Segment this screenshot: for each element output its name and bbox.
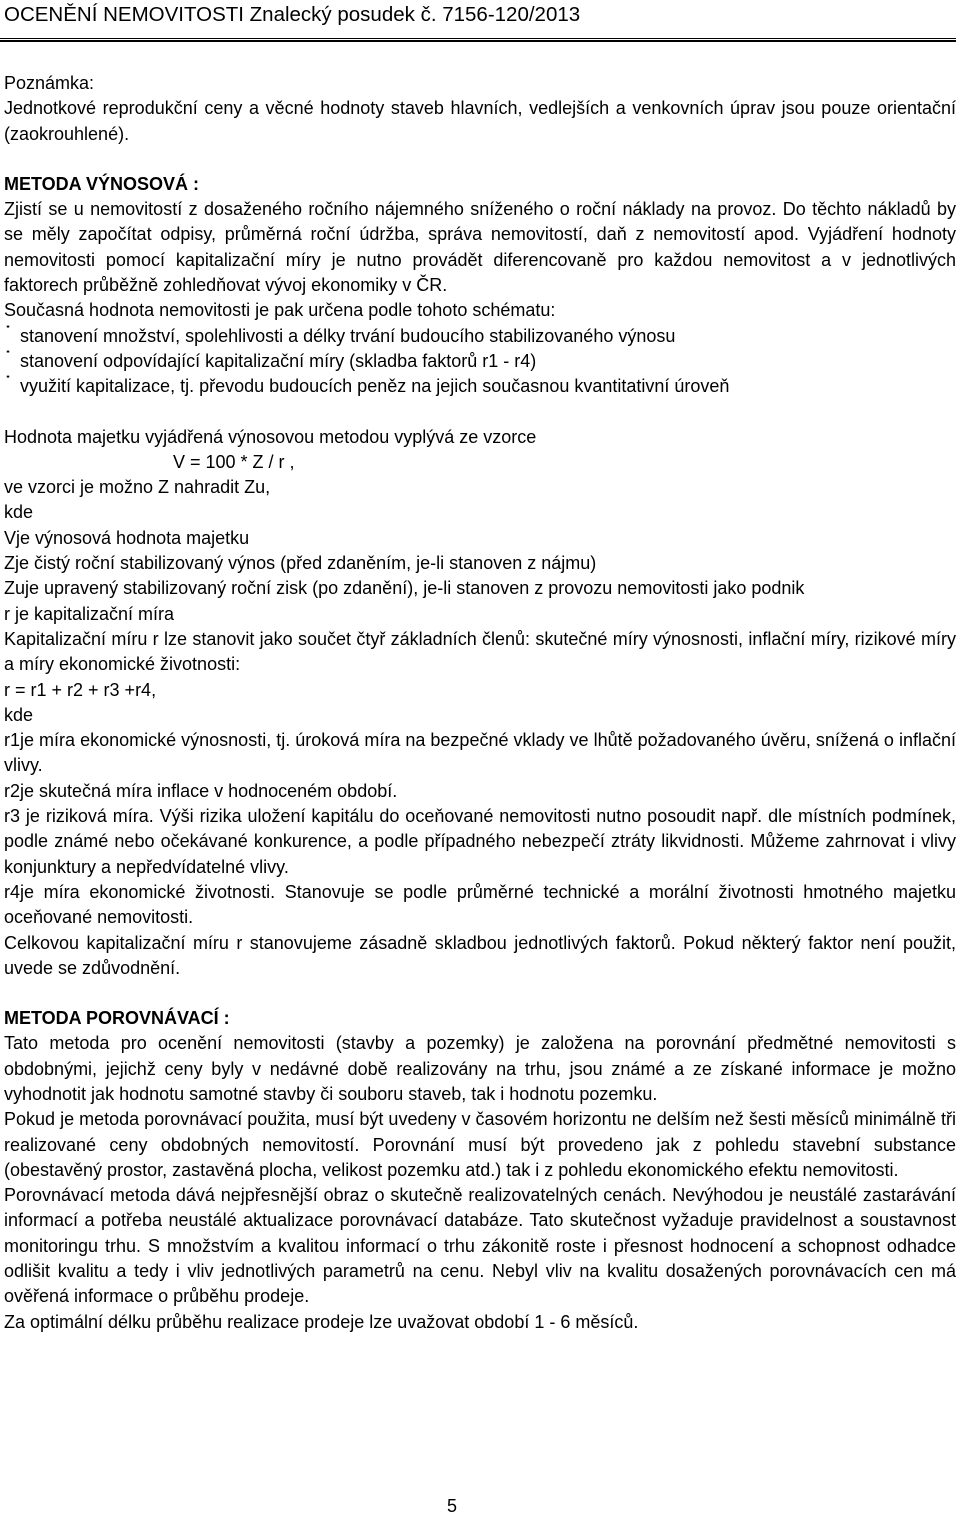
capitalization-rate-text: Kapitalizační míru r lze stanovit jako součet čtyř základních členů: skutečné míry výnosnosti, inflační míry, rizikové míry a míry ekonomické životnosti: xyxy=(4,628,956,675)
bullet-dot: ˙ xyxy=(5,347,11,368)
bullet-dot: ˙ xyxy=(5,322,11,343)
note-heading: Poznámka: xyxy=(4,73,95,93)
page-number: 5 xyxy=(446,1496,457,1516)
income-method-intro: Zjistí se u nemovitostí z dosaženého ročního nájemného sníženého o roční náklady na provoz. Do těchto nákladů by se měly započítat odpisy, průměrná roční údržba, správa nemovitostí, daň z nemovitostí apod. Vyjádření hodnoty nemovitosti pomocí kapitalizační míry je nutno provádět diferencovaně pro každou nemovitost a v jednotlivých faktorech průběžně zohledňovat vývoj ekonomiky v ČR. xyxy=(4,199,956,296)
schema-bullet xyxy=(4,324,956,349)
schema-bullet xyxy=(4,374,956,399)
schema-bullet xyxy=(4,349,956,374)
comparative-paragraph: Porovnávací metoda dává nejpřesnější obraz o skutečně realizovatelných cenách. Nevýhodou je neustálé zastarávání informací a potřeba neustálé aktualizace porovnávací databáze. Tato skutečnost vyžaduje pravidelnost a soustavnost monitoringu trhu. S množstvím a kvalitou informací o trhu zákonitě roste i přesnost hodnocení a schopnost odhadce odlišit kvalitu a tedy i vliv jednotlivých parametrů na cenu. Nebyl vliv na kvalitu dosažených porovnávacích cen má ověřená informace o průběhu prodeje. xyxy=(4,1185,956,1307)
value-formula: V = 100 * Z / r , xyxy=(173,451,295,472)
comparative-paragraph: Za optimální délku průběhu realizace prodeje lze uvažovat období 1 - 6 měsíců. xyxy=(4,1311,639,1332)
document-body xyxy=(4,71,956,1335)
total-rate-text: Celkovou kapitalizační míru r stanovujeme zásadně skladbou jednotlivých faktorů. Pokud některý faktor není použit, uvede se zdůvodnění. xyxy=(4,932,956,978)
definition-zu: Zuje upravený stabilizovaný roční zisk (po zdanění), je-li stanoven z provozu nemovitosti jako podnik xyxy=(4,578,805,599)
header-rule xyxy=(0,38,956,42)
comparative-method-heading: METODA POROVNÁVACÍ : xyxy=(4,1008,230,1029)
definition-z: Zje čistý roční stabilizovaný výnos (před zdaněním, je-li stanoven z nájmu) xyxy=(4,553,597,574)
bullet-text: stanovení množství, spolehlivosti a délky trvání budoucího stabilizovaného výnosu xyxy=(20,325,676,346)
where-label: kde xyxy=(4,704,34,725)
schema-intro: Současná hodnota nemovitosti je pak určena podle tohoto schématu: xyxy=(4,300,556,321)
document-header: OCENĚNÍ NEMOVITOSTI Znalecký posudek č. 7156-120/2013 xyxy=(4,3,581,26)
where-label: kde xyxy=(4,502,34,523)
note-text: Jednotkové reprodukční ceny a věcné hodnoty staveb hlavních, vedlejších a venkovních úprav jsou pouze orientační (zaokrouhlené). xyxy=(4,98,956,144)
comparative-paragraph: Pokud je metoda porovnávací použita, musí být uvedeny v časovém horizontu ne delším než šesti měsíců minimálně tři realizované ceny obdobných nemovitostí. Porovnání musí být provedeno jak z pohledu stavební substance (obestavěný prostor, zastavěná plocha, velikost pozemku atd.) tak i z pohledu ekonomického efektu nemovitosti. xyxy=(4,1109,956,1180)
definition-r: r je kapitalizační míra xyxy=(4,603,175,624)
bullet-text: využití kapitalizace, tj. převodu budoucích peněz na jejich současnou kvantitativní úroveň xyxy=(20,376,730,397)
definition-r4: r4je míra ekonomické životnosti. Stanovuje se podle průměrné technické a morální životnosti hmotného majetku oceňované nemovitosti. xyxy=(4,881,956,928)
capitalization-formula: r = r1 + r2 + r3 +r4, xyxy=(4,679,157,700)
definition-r3: r3 je riziková míra. Výši rizika uložení kapitálu do oceňované nemovitosti nutno posoudit např. dle místních podmínek, podle známé nebo očekávané konkurence, a podle případného nebezpečí ztráty likvidnosti. Můžeme zahrnovat i vlivy konjunktury a nepředvídatelné vlivy. xyxy=(4,806,956,877)
formula-intro: Hodnota majetku vyjádřená výnosovou metodou vyplývá ze vzorce xyxy=(4,426,537,447)
income-method-heading: METODA VÝNOSOVÁ : xyxy=(4,173,200,194)
definition-r1: r1je míra ekonomické výnosnosti, tj. úroková míra na bezpečné vklady ve lhůtě požadovaného úvěru, snížená o inflační vlivy. xyxy=(4,730,956,776)
definition-r2: r2je skutečná míra inflace v hodnoceném období. xyxy=(4,780,398,801)
bullet-dot: ˙ xyxy=(5,373,11,394)
definition-v: Vje výnosová hodnota majetku xyxy=(4,527,250,548)
bullet-text: stanovení odpovídající kapitalizační míry (skladba faktorů r1 - r4) xyxy=(20,350,537,371)
comparative-paragraph: Tato metoda pro ocenění nemovitosti (stavby a pozemky) je založena na porovnání předmětné nemovitosti s obdobnými, jejichž ceny byly v nedávné době realizovány na trhu, jsou známé a ze získané informace je možno vyhodnotit jak hodnotu samotné stavby či souboru staveb, tak i hodnotu pozemku. xyxy=(4,1033,956,1104)
formula-note: ve vzorci je možno Z nahradit Zu, xyxy=(4,477,271,498)
